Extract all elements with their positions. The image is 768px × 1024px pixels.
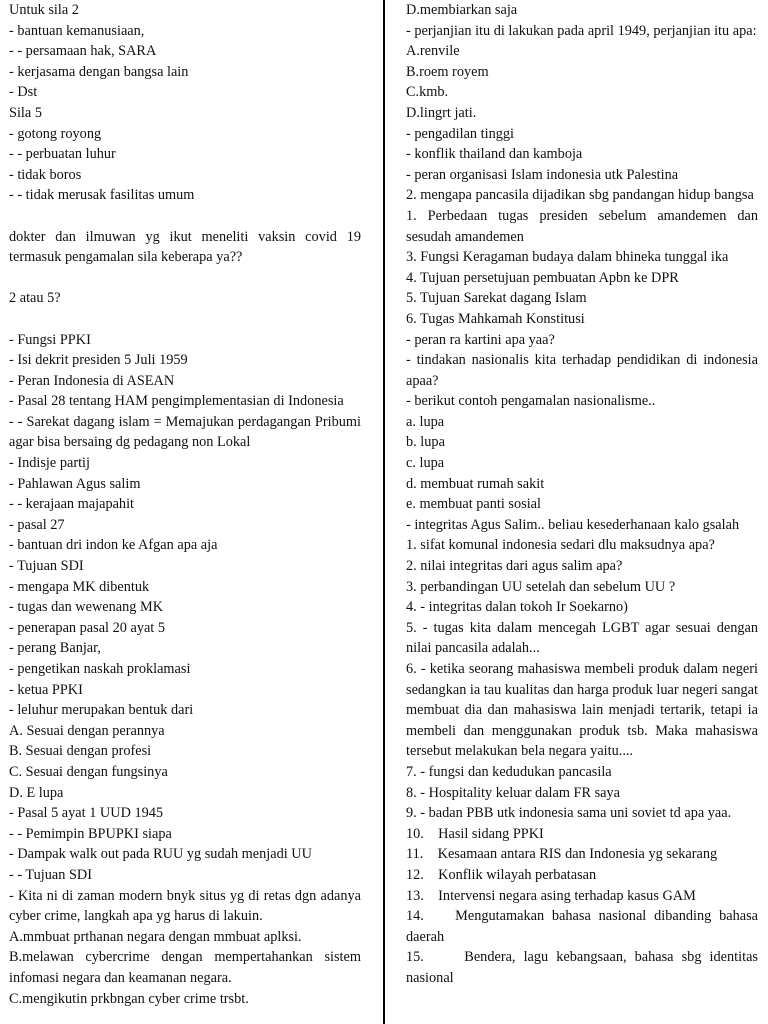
text-line: - perang Banjar,: [9, 640, 101, 657]
text-line: - Dst: [9, 84, 38, 101]
text-line: 7. - fungsi dan kedudukan pancasila: [406, 763, 612, 780]
text-line: - Isi dekrit presiden 5 Juli 1959: [9, 352, 188, 369]
blank-line: [9, 206, 361, 227]
text-line: 9. - badan PBB utk indonesia sama uni soviet td apa yaa.: [406, 805, 732, 822]
text-line: - - perbuatan luhur: [9, 146, 116, 163]
text-line: 15. Bendera, lagu kebangsaan, bahasa sbg identitas nasional: [406, 949, 758, 986]
column-divider: [383, 0, 385, 1024]
text-line: 5. Tujuan Sarekat dagang Islam: [406, 290, 587, 307]
text-line: A. Sesuai dengan perannya: [9, 722, 165, 739]
left-column: [9, 0, 361, 1024]
text-line: - Kita ni di zaman modern bnyk situs yg di retas dgn adanya cyber crime, langkah apa yg harus di lakuin.: [9, 887, 361, 925]
text-line: 14. Mengutamakan bahasa nasional dibanding bahasa daerah: [406, 908, 758, 945]
text-line: 2 atau 5?: [9, 290, 61, 307]
text-line: - pengadilan tinggi: [406, 125, 514, 142]
text-line: - peran organisasi Islam indonesia utk Palestina: [406, 166, 679, 183]
text-line: 3. Fungsi Keragaman budaya dalam bhineka tunggal ika: [406, 249, 729, 266]
text-line: 2. nilai integritas dari agus salim apa?: [406, 558, 623, 575]
text-line: - gotong royong: [9, 125, 102, 142]
text-line: B.melawan cybercrime dengan mempertahankan sistem infomasi negara dan keamanan negara.: [9, 949, 361, 986]
text-line: dokter dan ilmuwan yg ikut meneliti vaksin covid 19 termasuk pengamalan sila keberapa ya??: [9, 228, 361, 266]
text-line: - Dampak walk out pada RUU yg sudah menjadi UU: [9, 846, 312, 863]
blank-line: [9, 309, 361, 330]
text-line: - peran ra kartini apa yaa?: [406, 331, 555, 348]
text-line: - tidak boros: [9, 166, 82, 183]
text-line: 4. - integritas dalan tokoh Ir Soekarno): [406, 599, 628, 616]
text-line: - - persamaan hak, SARA: [9, 43, 157, 60]
text-line: 13. Intervensi negara asing terhadap kasus GAM: [406, 887, 696, 904]
text-line: - tindakan nasionalis kita terhadap pendidikan di indonesia apaa?: [406, 352, 758, 389]
text-line: C. Sesuai dengan fungsinya: [9, 763, 168, 780]
text-line: B.roem royem: [406, 63, 489, 80]
text-line: - penerapan pasal 20 ayat 5: [9, 619, 166, 636]
text-line: - mengapa MK dibentuk: [9, 578, 150, 595]
text-line: 5. - tugas kita dalam mencegah LGBT agar sesuai dengan nilai pancasila adalah...: [406, 619, 758, 657]
text-line: - - Sarekat dagang islam = Memajukan perdagangan Pribumi agar bisa bersaing dg pedagang non Lokal: [9, 413, 361, 451]
right-column: [406, 0, 758, 1024]
text-line: 8. - Hospitality keluar dalam FR saya: [406, 784, 621, 801]
text-line: d. membuat rumah sakit: [406, 475, 545, 492]
text-line: C.mengikutin prkbngan cyber crime trsbt.: [9, 990, 249, 1007]
text-line: 10. Hasil sidang PPKI: [406, 825, 544, 842]
text-line: 4. Tujuan persetujuan pembuatan Apbn ke DPR: [406, 269, 679, 286]
text-line: 1. sifat komunal indonesia sedari dlu maksudnya apa?: [406, 537, 715, 554]
text-line: 12. Konflik wilayah perbatasan: [406, 866, 597, 883]
text-line: Untuk sila 2: [9, 2, 79, 18]
text-line: - kerjasama dengan bangsa lain: [9, 63, 189, 80]
text-line: c. lupa: [406, 455, 445, 472]
text-line: - tugas dan wewenang MK: [9, 599, 164, 616]
blank-line: [9, 268, 361, 289]
text-line: 1. Perbedaan tugas presiden sebelum amandemen dan sesudah amandemen: [406, 207, 758, 245]
text-line: 3. perbandingan UU setelah dan sebelum UU ?: [406, 578, 676, 595]
text-line: 2. mengapa pancasila dijadikan sbg pandangan hidup bangsa: [406, 187, 754, 204]
text-line: - integritas Agus Salim.. beliau kesederhanaan kalo gsalah: [406, 516, 740, 533]
text-line: a. lupa: [406, 413, 445, 430]
text-line: - Pahlawan Agus salim: [9, 475, 141, 492]
text-line: - Pasal 28 tentang HAM pengimplementasian di Indonesia: [9, 393, 344, 410]
text-line: - pengetikan naskah proklamasi: [9, 661, 191, 677]
text-line: - perjanjian itu di lakukan pada april 1949, perjanjian itu apa:: [406, 22, 757, 39]
text-line: Sila 5: [9, 104, 42, 121]
text-line: D. E lupa: [9, 784, 64, 801]
text-line: - Tujuan SDI: [9, 558, 84, 575]
text-line: - bantuan kemanusiaan,: [9, 22, 145, 39]
text-line: - pasal 27: [9, 516, 65, 533]
text-line: A.renvile: [406, 43, 460, 60]
text-line: 11. Kesamaan antara RIS dan Indonesia yg sekarang: [406, 846, 718, 863]
text-line: - - Tujuan SDI: [9, 866, 93, 883]
text-line: 6. Tugas Mahkamah Konstitusi: [406, 310, 585, 327]
text-line: - - Pemimpin BPUPKI siapa: [9, 825, 172, 842]
text-line: - - kerajaan majapahit: [9, 496, 135, 513]
text-line: - leluhur merupakan bentuk dari: [9, 702, 194, 719]
text-line: D.membiarkan saja: [406, 2, 518, 18]
text-line: - berikut contoh pengamalan nasionalisme..: [406, 393, 656, 410]
text-line: - - tidak merusak fasilitas umum: [9, 187, 195, 204]
text-line: 6. - ketika seorang mahasiswa membeli produk dalam negeri sedangkan ia tau kualitas dan harga produk luar negeri sangat membuat dia dan mahasiswa lain menjadi tertarik, tetapi ia membeli dan menggunakan produk tsb. Maka mahasiswa tersebut melakukan bela negara yaitu....: [406, 661, 758, 760]
text-line: - konflik thailand dan kamboja: [406, 146, 583, 163]
text-line: b. lupa: [406, 434, 445, 451]
text-line: A.mmbuat prthanan negara dengan mmbuat aplksi.: [9, 928, 302, 945]
text-line: - Fungsi PPKI: [9, 331, 91, 348]
text-line: e. membuat panti sosial: [406, 496, 541, 513]
text-line: - Pasal 5 ayat 1 UUD 1945: [9, 805, 164, 822]
text-line: D.lingrt jati.: [406, 104, 477, 121]
text-line: - bantuan dri indon ke Afgan apa aja: [9, 537, 218, 554]
text-line: - ketua PPKI: [9, 681, 83, 698]
text-line: B. Sesuai dengan profesi: [9, 743, 152, 760]
text-line: - Indisje partij: [9, 455, 90, 472]
text-line: C.kmb.: [406, 84, 449, 101]
text-line: - Peran Indonesia di ASEAN: [9, 372, 175, 389]
